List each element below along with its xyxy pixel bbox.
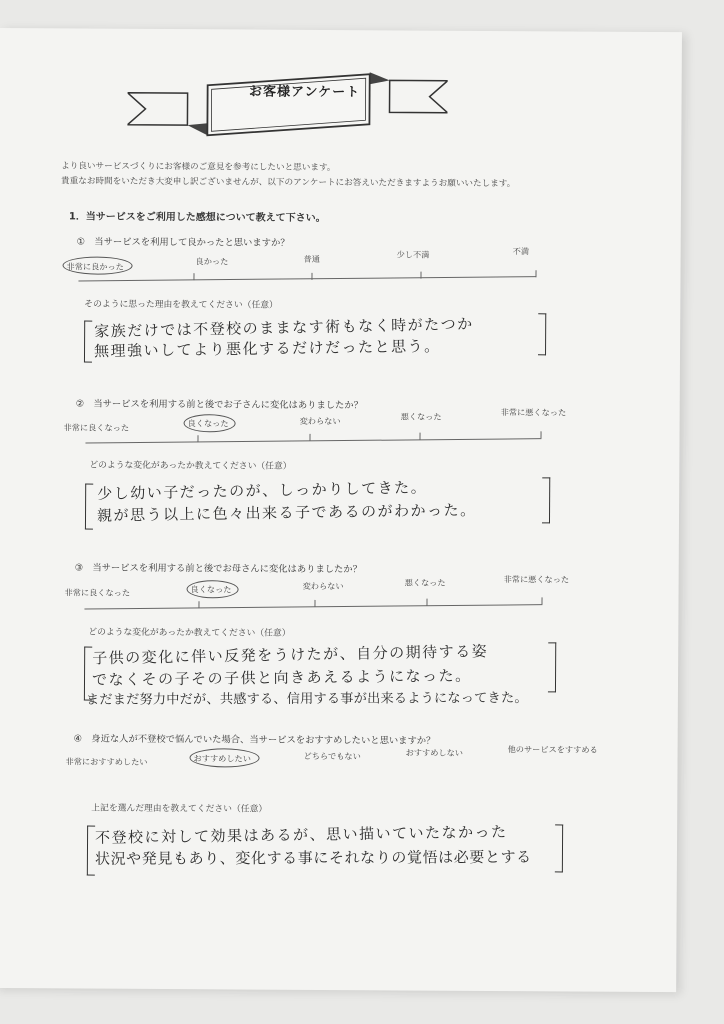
q4-selected-circle [189, 748, 259, 767]
q3-tick [198, 601, 199, 608]
q1-option-1[interactable]: 非常に良かった [66, 261, 124, 272]
q1-tick [420, 272, 421, 279]
q3-answer-line-3: まだまだ努力中だが、共感する、信用する事が出来るようになってきた。 [85, 690, 528, 708]
q4-option-2[interactable]: おすすめしたい [193, 753, 251, 764]
q1-tick [311, 273, 312, 280]
q1-option-5[interactable]: 不満 [512, 246, 530, 257]
question-3: ③ 当サービスを利用する前と後でお母さんに変化はありましたか？ [74, 562, 362, 576]
question-2: ② 当サービスを利用する前と後でお子さんに変化はありましたか？ [75, 398, 363, 412]
title-ribbon [127, 65, 447, 143]
q1-bracket-left [84, 321, 92, 363]
q4-option-4[interactable]: おすすめしない [405, 747, 464, 758]
q3-bracket-right [548, 642, 556, 692]
q1-answer-line-1: 家族だけでは不登校のままなす術もなく時がたつか [94, 314, 474, 341]
q2-tick [197, 435, 198, 442]
q1-option-3[interactable]: 普通 [303, 253, 321, 264]
q3-option-3[interactable]: 変わらない [302, 580, 344, 592]
q1-option-4[interactable]: 少し不満 [396, 249, 430, 260]
q2-option-1[interactable]: 非常に良くなった [63, 422, 130, 433]
page-title: お客様アンケート [248, 84, 361, 101]
survey-sheet [0, 28, 682, 992]
q3-option-4[interactable]: 悪くなった [404, 577, 446, 588]
q1-bracket-right [538, 313, 546, 355]
q1-option-2[interactable]: 良かった [195, 256, 229, 267]
q3-selected-circle [187, 580, 239, 598]
q3-answer-line-2: でなくその子その子供と向きあえるようになった。 [91, 666, 472, 689]
q1-tick [193, 273, 194, 280]
question-1: ① 当サービスを利用して良かったと思いますか？ [76, 236, 290, 249]
q4-option-1[interactable]: 非常におすすめしたい [65, 756, 148, 767]
q1-reason-label: そのように思った理由を教えてください（任意） [84, 299, 278, 311]
q2-option-4[interactable]: 悪くなった [400, 411, 442, 422]
q3-reason-label: どのような変化があったか教えてください（任意） [88, 627, 291, 639]
q2-scale-line [85, 438, 541, 443]
q2-bracket-right [542, 477, 550, 523]
question-4: ④ 身近な人が不登校で悩んでいた場合、当サービスをおすすめしたいと思いますか？ [73, 733, 436, 747]
q2-option-5[interactable]: 非常に悪くなった [500, 407, 567, 418]
q3-tick [541, 597, 542, 604]
q3-option-1[interactable]: 非常に良くなった [64, 587, 131, 598]
q4-bracket-left [87, 826, 95, 876]
q1-selected-circle [62, 256, 132, 274]
q1-tick [535, 270, 536, 277]
q1-scale-line [78, 276, 536, 281]
q2-bracket-left [85, 484, 93, 530]
q3-option-5[interactable]: 非常に悪くなった [503, 574, 570, 585]
q4-option-5[interactable]: 他のサービスをすすめる [507, 744, 598, 755]
q2-tick [309, 434, 310, 441]
q2-option-3[interactable]: 変わらない [299, 415, 341, 427]
q2-reason-label: どのような変化があったか教えてください（任意） [89, 460, 292, 472]
q4-answer-line-2: 状況や発見もあり、変化する事にそれなりの覚悟は必要とする [94, 847, 532, 868]
q3-tick [426, 599, 427, 606]
q2-tick [541, 431, 542, 438]
q2-option-2[interactable]: 良くなった [187, 418, 229, 429]
section-title: 1．当サービスをご利用した感想について教えて下さい。 [68, 211, 326, 224]
intro-line-2: 貴重なお時間をいただき大変申し訳ございませんが、以下のアンケートにお答えいただきますようお願いいたします。 [61, 176, 516, 190]
q3-scale-line [84, 604, 542, 609]
q2-answer-line-1: 少し幼い子だったのが、しっかりしてきた。 [97, 478, 428, 503]
q3-answer-line-1: 子供の変化に伴い反発をうけたが、自分の期待する姿 [92, 642, 489, 668]
q3-tick [314, 600, 315, 607]
q2-selected-circle [184, 414, 236, 432]
q4-answer-line-1: 不登校に対して効果はあるが、思い描いていたなかった [94, 822, 508, 847]
q1-answer-line-2: 無理強いしてより悪化するだけだったと思う。 [93, 337, 441, 361]
q4-reason-label: 上記を選んだ理由を教えてください（任意） [91, 803, 268, 815]
q2-answer-line-2: 親が思う以上に色々出来る子であるのがわかった。 [96, 500, 477, 525]
q3-option-2[interactable]: 良くなった [190, 584, 232, 595]
q4-option-3[interactable]: どちらでもない [303, 750, 361, 762]
q4-bracket-right [555, 824, 563, 872]
q2-tick [419, 433, 420, 440]
intro-line-1: より良いサービスづくりにお客様のご意見を参考にしたいと思います。 [61, 161, 336, 174]
